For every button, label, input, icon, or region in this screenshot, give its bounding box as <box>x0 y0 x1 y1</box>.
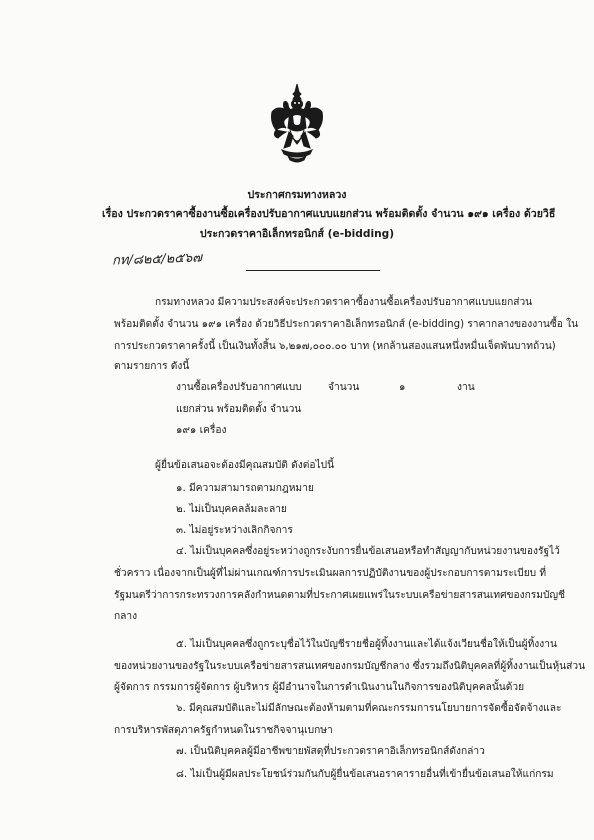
qualifications-heading: ผู้ยื่นข้อเสนอจะต้องมีคุณสมบัติ ดังต่อไปนี้ <box>155 460 335 471</box>
qualification-7: ๗. เป็นนิติบุคคลผู้มีอาชีพขายพัสดุที่ประกวดราคาอิเล็กทรอนิกส์ดังกล่าว <box>176 746 485 757</box>
qualification-5-line3: ผู้จัดการ กรรมการผู้จัดการ ผู้บริหาร ผู้มีอำนาจในการดำเนินงานในกิจการของนิติบุคคลนั้นด้วย <box>114 682 525 693</box>
qualification-4-line4: กลาง <box>114 611 138 622</box>
handwritten-reference: กท/๘๒๕/๒๕๖๗ <box>111 250 203 269</box>
item-unit: งาน <box>457 382 475 393</box>
header-divider <box>246 270 380 271</box>
qualification-4-line1: ๔. ไม่เป็นบุคคลซึ่งอยู่ระหว่างถูกระงับการยื่นข้อเสนอหรือทำสัญญากับหน่วยงานของรัฐไว้ <box>176 546 560 557</box>
announcement-subject-line2: ประกวดราคาอิเล็กทรอนิกส์ (e-bidding) <box>199 228 395 240</box>
item-description-line1: งานซื้อเครื่องปรับอากาศแบบ <box>176 382 302 393</box>
qualification-4-line3: รัฐมนตรีว่าการกระทรวงการคลังกำหนดตามที่ประกาศเผยแพร่ในระบบเครือข่ายสารสนเทศของกรมบัญชี <box>114 590 566 601</box>
qualification-5-line1: ๕. ไม่เป็นบุคคลซึ่งถูกระบุชื่อไว้ในบัญชีรายชื่อผู้ทิ้งงานและได้แจ้งเวียนชื่อให้เป็นผู้ทิ้งงาน <box>176 639 557 650</box>
item-quantity-label: จำนวน <box>328 382 360 393</box>
qualification-8: ๘. ไม่เป็นผู้มีผลประโยชน์ร่วมกันกับผู้ยื่นข้อเสนอราคารายอื่นที่เข้ายื่นข้อเสนอให้แก่กรม <box>176 769 554 780</box>
qualification-5-line2: ของหน่วยงานของรัฐในระบบเครือข่ายสารสนเทศของกรมบัญชีกลาง ซึ่งรวมถึงนิติบุคคลที่ผู้ทิ้งงานเป็นหุ้นส่วน <box>114 661 586 672</box>
intro-line3: การประกวดราคาครั้งนี้ เป็นเงินทั้งสิ้น ๖,๒๑๗,๐๐๐.๐๐ บาท (หกล้านสองแสนหนึ่งหมื่นเจ็ดพันบาทถ้วน) <box>114 341 556 352</box>
item-quantity-value: ๑ <box>399 382 406 393</box>
qualification-1: ๑. มีความสามารถตามกฎหมาย <box>176 483 314 494</box>
item-description-line2: แยกส่วน พร้อมติดตั้ง จำนวน <box>176 404 302 415</box>
announcement-subject-line1: เรื่อง ประกวดราคาซื้องานซื้อเครื่องปรับอากาศแบบแยกส่วน พร้อมติดตั้ง จำนวน ๑๙๑ เครื่อง ด้วยวิธี <box>102 208 556 220</box>
garuda-emblem-icon <box>268 82 326 164</box>
announcement-authority: ประกาศกรมทางหลวง <box>247 189 347 201</box>
item-description-line3: ๑๙๑ เครื่อง <box>176 425 227 436</box>
qualification-2: ๒. ไม่เป็นบุคคลล้มละลาย <box>176 504 287 515</box>
qualification-6-line2: การบริหารพัสดุภาครัฐกำหนดในราชกิจจานุเบกษา <box>114 725 333 736</box>
qualification-3: ๓. ไม่อยู่ระหว่างเลิกกิจการ <box>176 525 293 536</box>
intro-line2: พร้อมติดตั้ง จำนวน ๑๙๑ เครื่อง ด้วยวิธีประกวดราคาอิเล็กทรอนิกส์ (e-bidding) ราคากลางของงานซื้อ ใน <box>114 319 579 330</box>
qualification-6-line1: ๖. มีคุณสมบัติและไม่มีลักษณะต้องห้ามตามที่คณะกรรมการนโยบายการจัดซื้อจัดจ้างและ <box>176 703 562 714</box>
intro-line4: ตามรายการ ดังนี้ <box>114 361 190 372</box>
qualification-4-line2: ชั่วคราว เนื่องจากเป็นผู้ที่ไม่ผ่านเกณฑ์การประเมินผลการปฏิบัติงานของผู้ประกอบการตามระเบียบ ที่ <box>114 568 547 579</box>
intro-line1: กรมทางหลวง มีความประสงค์จะประกวดราคาซื้องานซื้อเครื่องปรับอากาศแบบแยกส่วน <box>155 297 533 308</box>
